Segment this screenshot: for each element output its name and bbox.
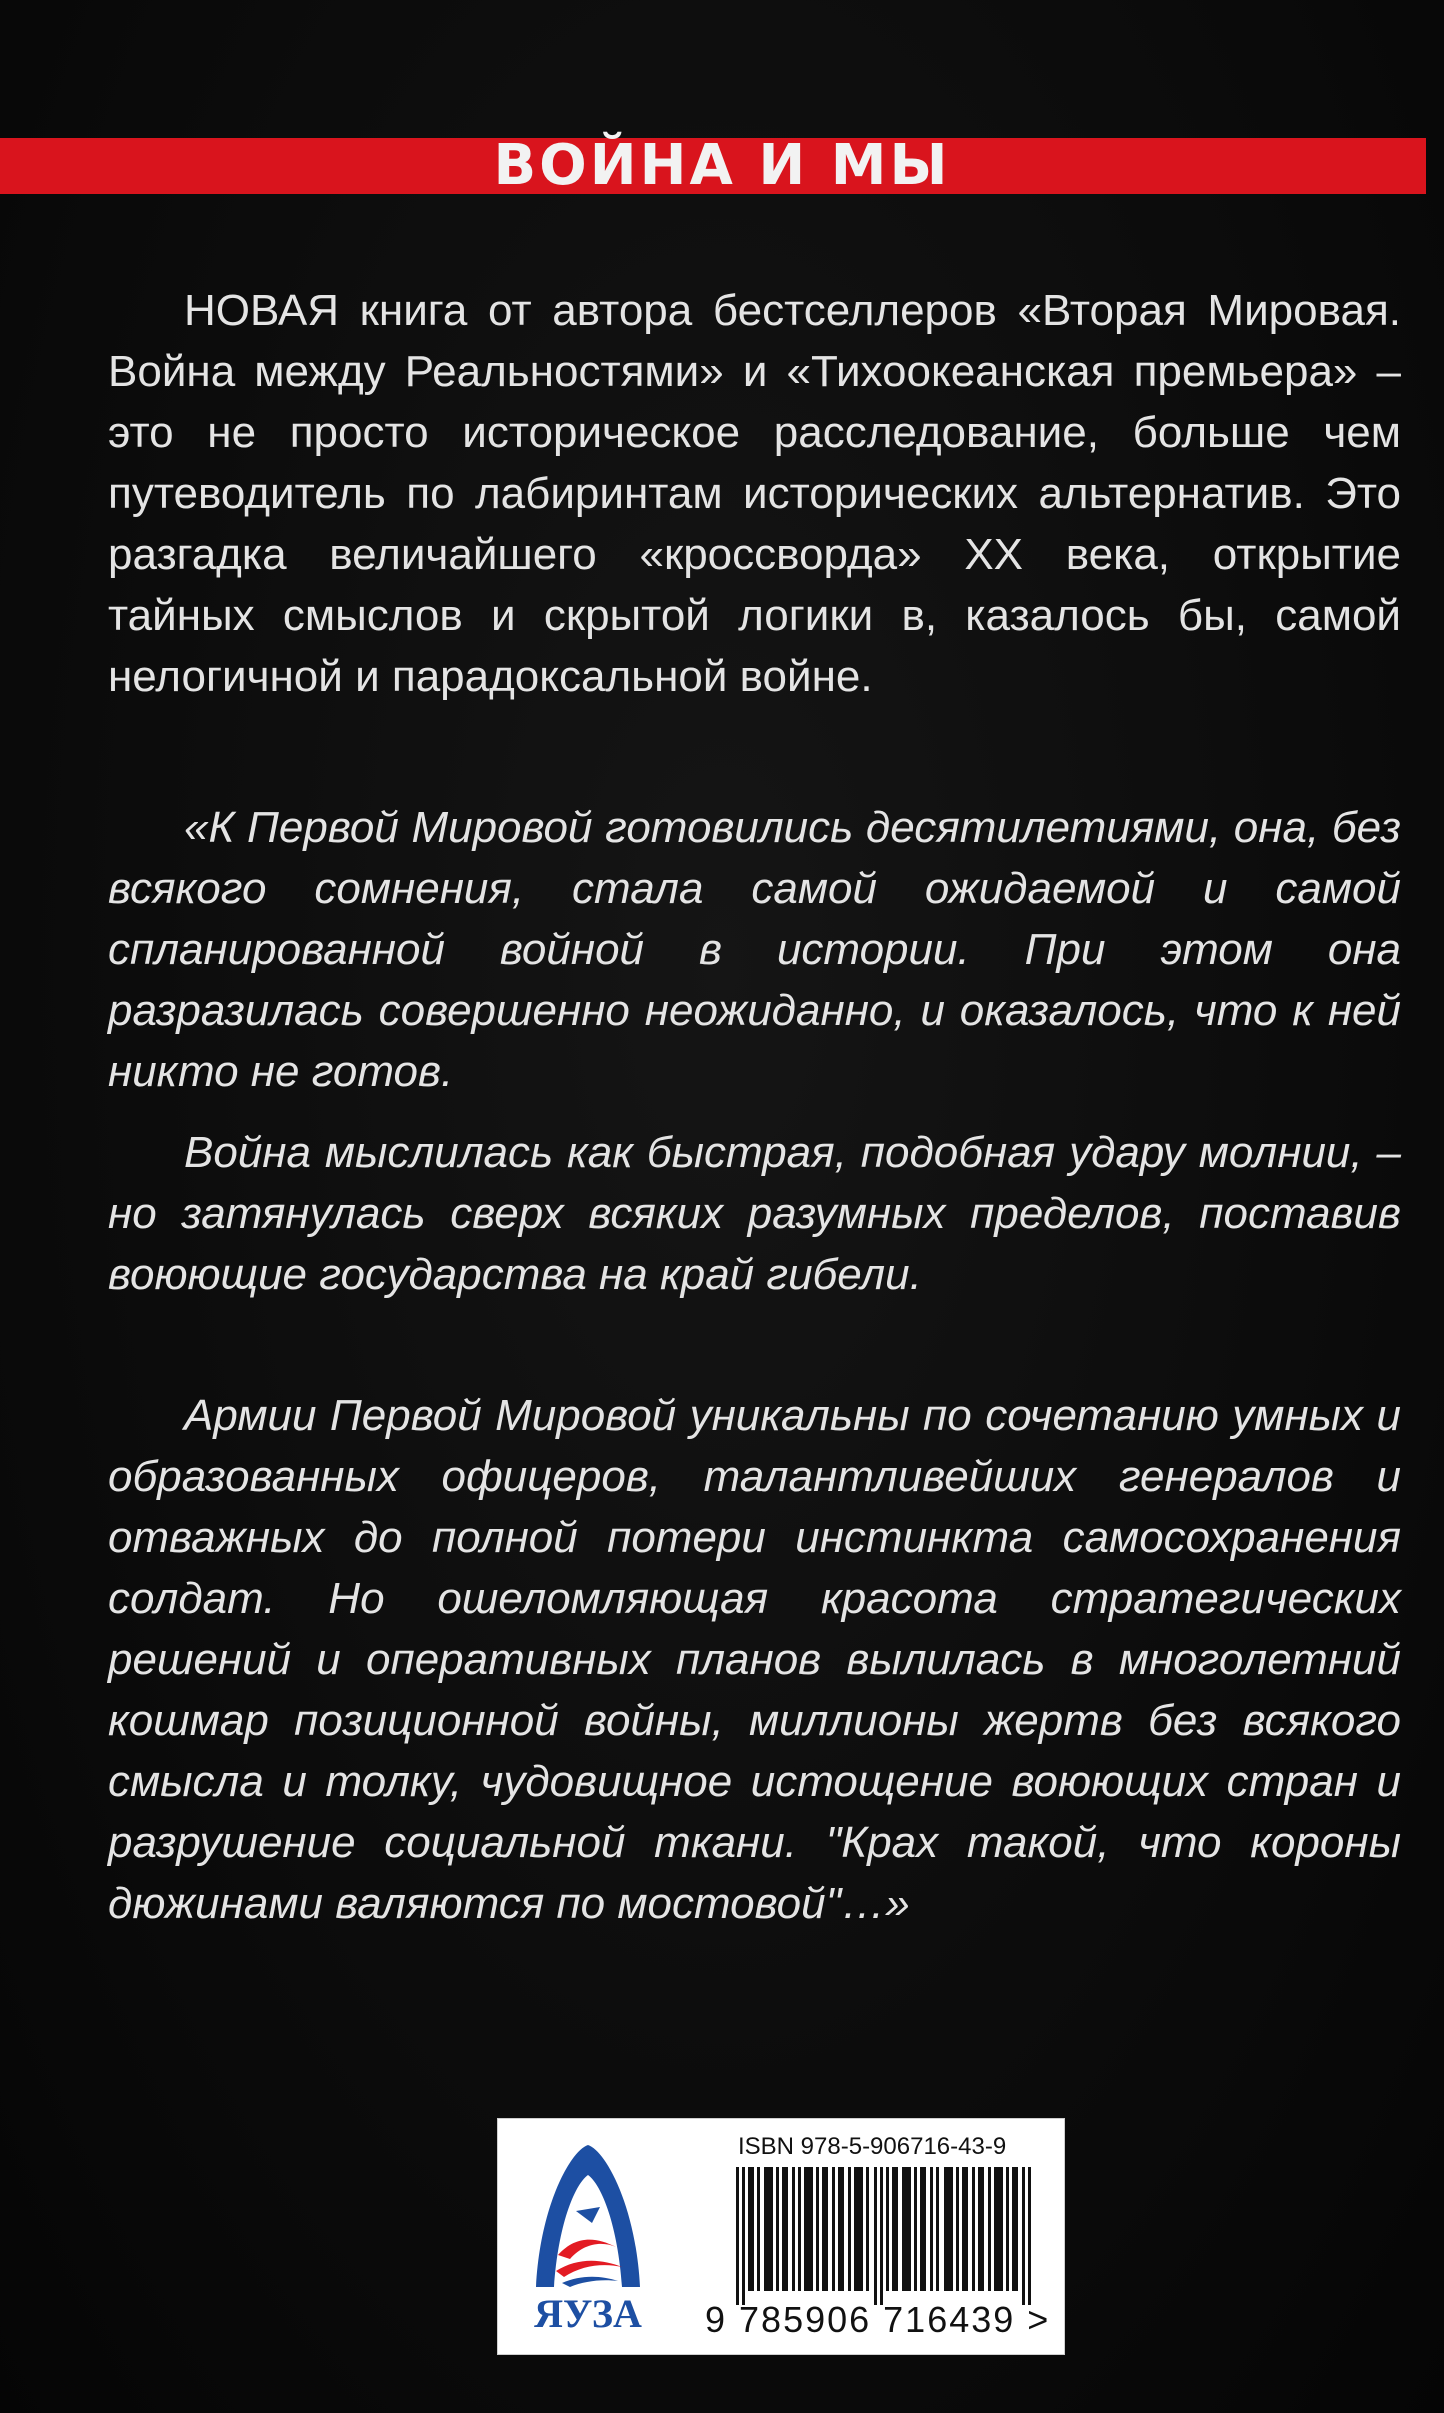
isbn-number: ISBN 978-5-906716-43-9 — [738, 2133, 1007, 2160]
quote-paragraph-2: Война мыслилась как быстрая, подобная удару молнии, – но затянулась сверх всяких разумных пределов, поставив воюющие государства на край гибели. — [108, 1128, 1401, 1299]
publisher-name: ЯУЗА — [534, 2291, 642, 2336]
barcode-icon — [736, 2167, 1042, 2305]
quote-paragraph-1: «К Первой Мировой готовились десятилетиями, она, без всякого сомнения, стала самой ожидаемой и самой спланированной войной в истории. При этом она разразилась совершенно неожиданно, и оказалось, что к ней никто не готов. — [108, 803, 1401, 1096]
publisher-logo — [518, 2137, 658, 2337]
intro-paragraph: НОВАЯ книга от автора бестселлеров «Вторая Мировая. Война между Реальностями» и «Тихоокеанская премьера» – это не просто историческое расследование, больше чем путеводитель по лабиринтам исторических альтернатив. Это разгадка величайшего «кроссворда» XX века, открытие тайных смыслов и скрытой логики в, казалось бы, самой нелогичной и парадоксальной войне. — [108, 286, 1401, 701]
yauza-logo-icon — [518, 2137, 658, 2337]
ean-number: 9 785906 716439 > — [705, 2299, 1051, 2340]
series-title: ВОЙНА И МЫ — [493, 133, 951, 198]
isbn-barcode-box — [497, 2118, 1065, 2355]
quote-paragraph-3: Армии Первой Мировой уникальны по сочетанию умных и образованных офицеров, талантливейших генералов и отважных до полной потери инстинкта самосохранения солдат. Но ошеломляющая красота стратегических решений и оперативных планов вылилась в многолетний кошмар позиционной войны, миллионы жертв без всякого смысла и толку, чудовищное истощение воюющих стран и разрушение социальной ткани. "Крах такой, что короны дюжинами валяются по мостовой"…» — [108, 1391, 1401, 1928]
